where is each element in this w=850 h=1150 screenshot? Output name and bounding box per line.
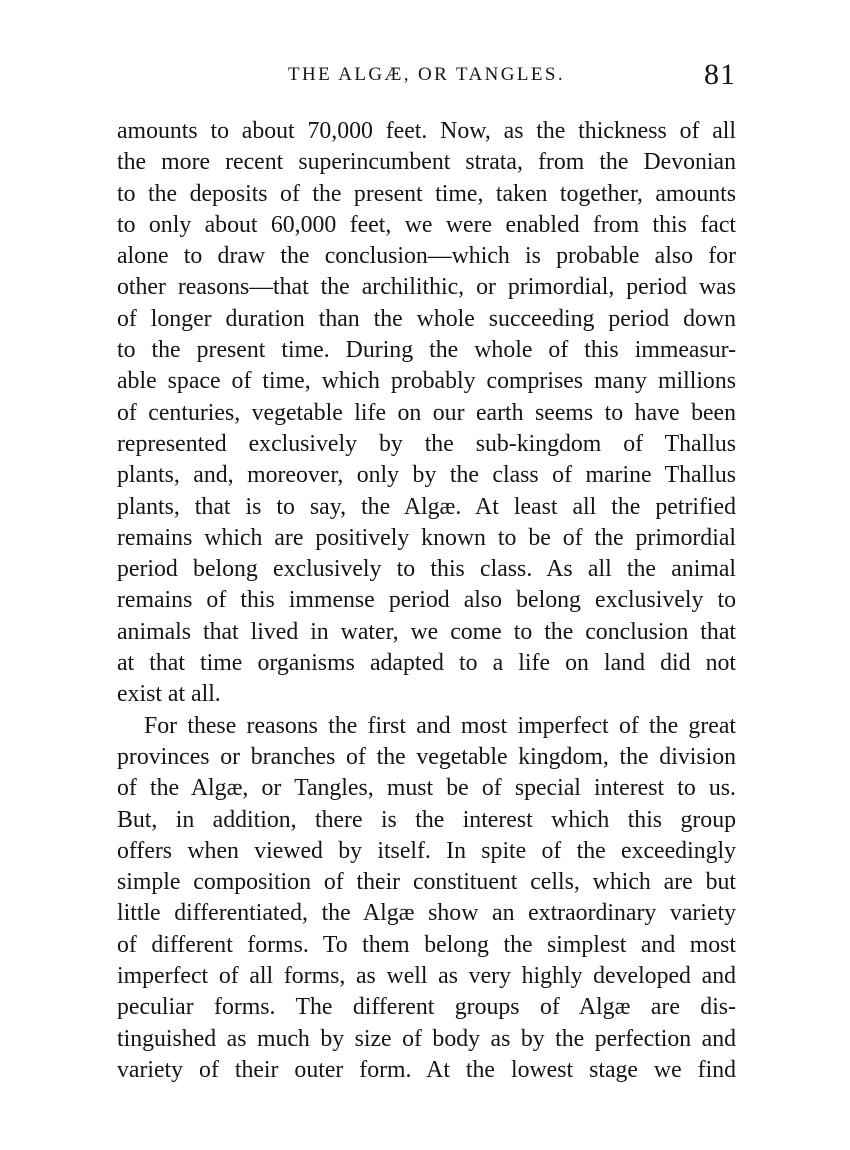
text-line: of the Algæ, or Tangles, must be of special interest to us. — [117, 775, 736, 802]
text-line: to the deposits of the present time, taken together, amounts — [117, 180, 736, 207]
text-line: alone to draw the conclusion—which is probable also for — [117, 243, 736, 270]
text-line: variety of their outer form. At the lowest stage we find — [117, 1056, 736, 1083]
text-line: to the present time. During the whole of this immeasur- — [117, 337, 736, 364]
text-line: remains of this immense period also belong exclusively to — [117, 587, 736, 614]
text-line: simple composition of their constituent cells, which are but — [117, 869, 736, 896]
running-header — [117, 58, 736, 102]
text-line: peculiar forms. The different groups of Algæ are dis- — [117, 994, 736, 1021]
text-line: tinguished as much by size of body as by the perfection and — [117, 1025, 736, 1052]
text-line: of centuries, vegetable life on our earth seems to have been — [117, 399, 736, 426]
text-line: at that time organisms adapted to a life on land did not — [117, 650, 736, 677]
text-line: other reasons—that the archilithic, or primordial, period was — [117, 274, 736, 301]
text-line: to only about 60,000 feet, we were enabled from this fact — [117, 211, 736, 238]
text-line: offers when viewed by itself. In spite of the exceedingly — [117, 837, 736, 864]
text-line: For these reasons the first and most imperfect of the great — [144, 712, 736, 739]
text-line: the more recent superincumbent strata, from the Devonian — [117, 149, 736, 176]
text-line: provinces or branches of the vegetable kingdom, the division — [117, 743, 736, 770]
text-line: period belong exclusively to this class. As all the animal — [117, 556, 736, 583]
paragraph — [117, 116, 736, 711]
text-line: of different forms. To them belong the simplest and most — [117, 931, 736, 958]
paragraph — [117, 711, 736, 1087]
text-line: animals that lived in water, we come to the conclusion that — [117, 618, 736, 645]
text-line: amounts to about 70,000 feet. Now, as the thickness of all — [117, 118, 736, 144]
text-line: represented exclusively by the sub-kingdom of Thallus — [117, 430, 736, 457]
text-line: imperfect of all forms, as well as very highly developed and — [117, 963, 736, 990]
text-line: But, in addition, there is the interest which this group — [117, 806, 736, 833]
body-text — [117, 116, 736, 1086]
text-line: plants, and, moreover, only by the class of marine Thallus — [117, 462, 736, 489]
page-number: 81 — [704, 58, 736, 91]
text-line: remains which are positively known to be of the primordial — [117, 524, 736, 551]
text-line: exist at all. — [117, 681, 221, 708]
running-title: THE ALGÆ, OR TANGLES. — [287, 64, 566, 85]
text-line: little differentiated, the Algæ show an extraordinary variety — [117, 900, 736, 927]
text-line: plants, that is to say, the Algæ. At least all the petrified — [117, 493, 736, 520]
text-line: of longer duration than the whole succeeding period down — [117, 305, 736, 332]
text-line: able space of time, which probably comprises many millions — [117, 368, 736, 395]
